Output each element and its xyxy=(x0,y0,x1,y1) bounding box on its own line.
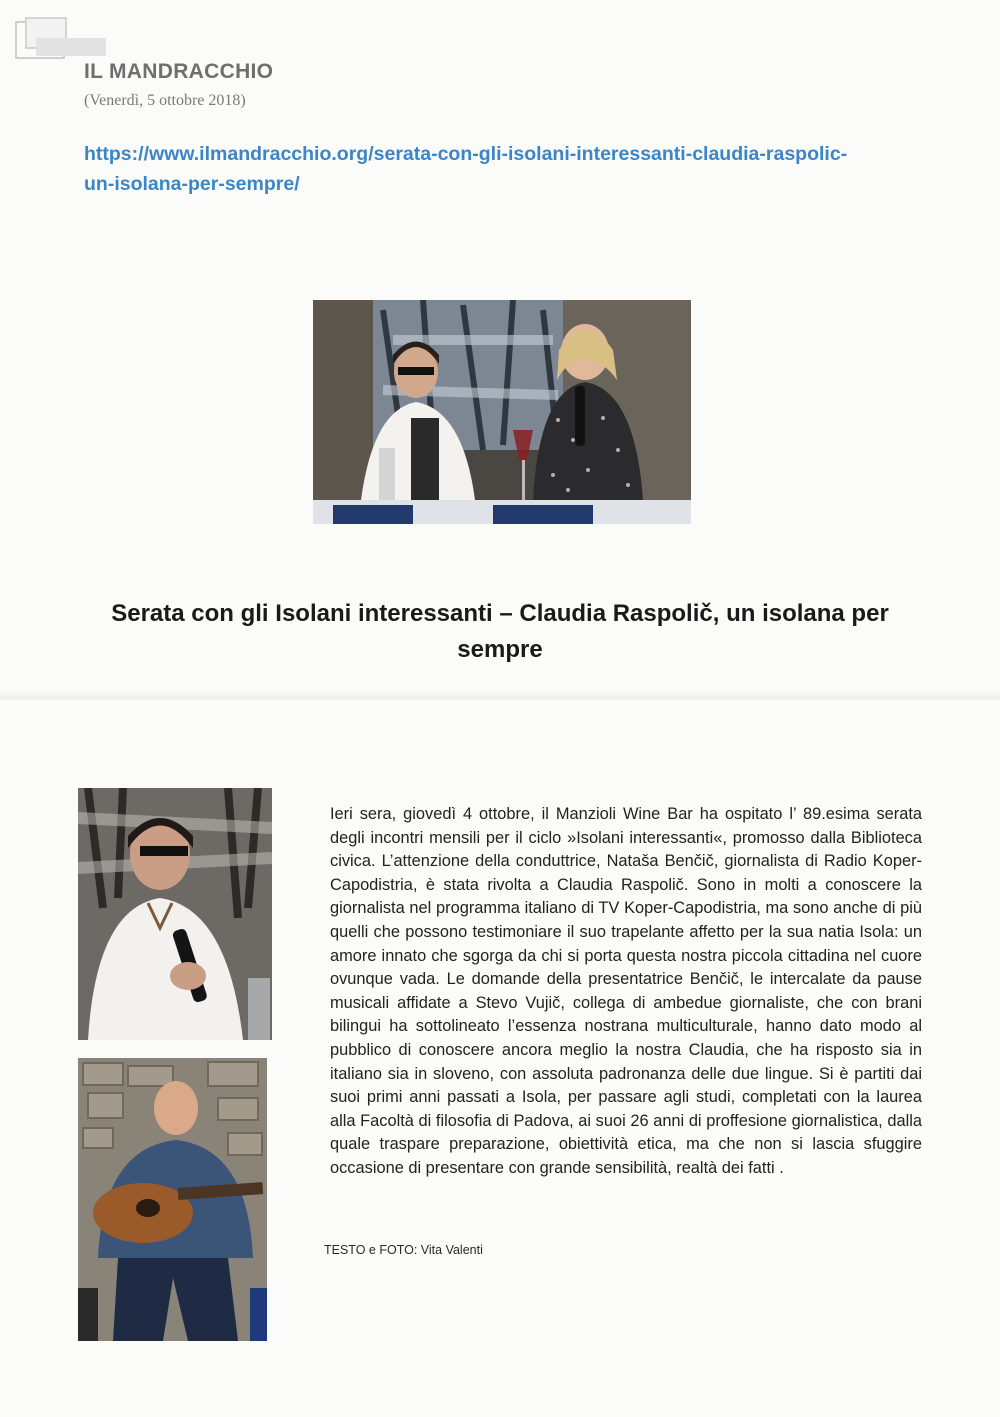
photo-conductor-with-microphone xyxy=(78,788,272,1040)
headline-line-1: Serata con gli Isolani interessanti – Claudia Raspolič, un isolana per xyxy=(111,600,889,627)
article-headline xyxy=(90,596,910,668)
paper-fold-line xyxy=(0,690,1000,710)
photo-text-credit: TESTO e FOTO: Vita Valenti xyxy=(324,1243,483,1257)
article-body xyxy=(330,803,922,1181)
article-url-line-2[interactable]: un-isolana-per-sempre/ xyxy=(84,173,300,195)
publication-name: IL MANDRACCHIO xyxy=(84,60,274,83)
headline-line-2: sempre xyxy=(457,636,543,663)
article-body-paragraph: Ieri sera, giovedì 4 ottobre, il Manzioli Wine Bar ha ospitato l’ 89.esima serata degli incontri mensili per il ciclo »Isolani interessanti«, promosso dalla Biblioteca civica. L’attenzione della conduttrice, Nataša Benčič, giornalista di Radio Koper-Capodistria, è stata rivolta a Claudia Raspolič. Sono in molti a conoscere la giornalista nel programma italiano di TV Koper-Capodistria, ma sono anche di più quelli che possono testimoniare il suo trapelante affetto per la sua natia Isola: un amore innato che sgorga da chi si porta questa nostra piccola cittadina nel cuore ovunque vada. Le domande della presentatrice Benčič, le intercalate da pause musicali affidate a Stevo Vujič, collega di ambedue giornaliste, che con brani bilingui ha sottolineato l’essenza nostrana multiculturale, hanno dato modo al pubblico di conoscere ancora meglio la nostra Claudia, che ha risposto sia in italiano sia in sloveno, con assoluta padronanza delle due lingue. Si è partiti dai suoi primi anni passati a Isola, per passare agli studi, completati con la laurea alla Facoltà di filosofia di Padova, ai suoi 26 anni di proffesione giornalistica, dalla quale traspare preparazione, obiettività etica, ma che non si lascia sfuggire occasione di presentare con grande sensibilità, realtà dei fatti . xyxy=(330,805,922,1177)
publication-date: (Venerdì, 5 ottobre 2018) xyxy=(84,92,246,109)
archive-stamp-logo xyxy=(6,10,106,60)
article-url[interactable] xyxy=(84,139,944,199)
photo-guitarist xyxy=(78,1058,267,1341)
article-url-line-1[interactable]: https://www.ilmandracchio.org/serata-con-gli-isolani-interessanti-claudia-raspolic- xyxy=(84,143,848,165)
event-photo-two-journalists xyxy=(313,300,691,524)
